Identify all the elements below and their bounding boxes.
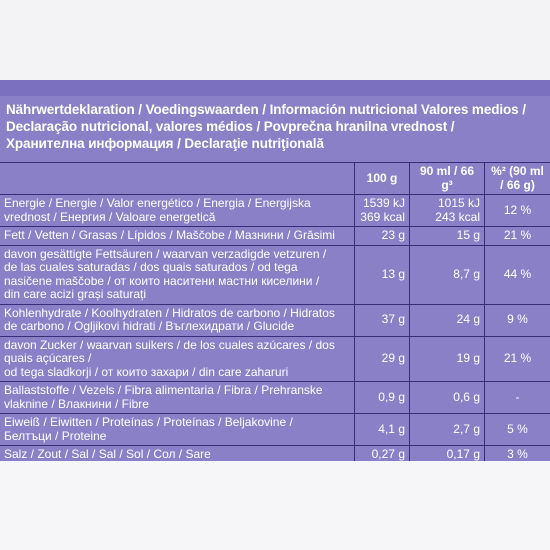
- value-100g-line: 4,1 g: [378, 421, 405, 436]
- value-portion: [410, 227, 485, 246]
- percent-reference-intake: 21 %: [485, 227, 550, 246]
- table-row: [0, 336, 550, 382]
- header-line: Хранителна информация / Declaraţie nutriţională: [6, 136, 324, 151]
- value-100g-line: 29 g: [381, 351, 405, 365]
- nutrient-label-line: Ballaststoffe / Vezels / Fibra alimentaria / Fibra / Prehranske: [4, 383, 323, 397]
- percent-reference-intake: 21 %: [485, 336, 550, 382]
- table-row: [0, 195, 550, 227]
- value-100g: [355, 414, 410, 446]
- value-portion: [410, 304, 485, 336]
- value-portion: [410, 245, 485, 304]
- nutrient-label: [0, 195, 355, 227]
- value-portion: [410, 382, 485, 414]
- nutrient-label-line: Salz / Zout / Sal / Sal / Sol / Сол / Sare: [4, 447, 211, 461]
- value-100g-line: 369 kcal: [360, 209, 405, 224]
- packaging-background: [0, 461, 550, 550]
- table-row: [0, 227, 550, 246]
- nutrient-label-line: nasičene maščobe / от които наситени мастни киселини /: [4, 273, 320, 288]
- packaging-band: [0, 80, 550, 96]
- value-100g-line: 0,9 g: [378, 389, 405, 404]
- header-line: Declaração nutricional, valores médios / Povprečna hranilna vrednost /: [6, 119, 455, 134]
- header-line: Nährwertdeklaration / Voedingswaarden / Información nutricional Valores medios /: [6, 102, 526, 117]
- nutrient-label-line: din care acizi grași saturați: [4, 287, 147, 301]
- nutrition-panel: [0, 96, 550, 461]
- column-header-100g: 100 g: [355, 163, 410, 195]
- value-portion-line: 243 kcal: [435, 209, 480, 224]
- value-portion-line: 1015 kJ: [437, 196, 480, 210]
- value-100g: [355, 382, 410, 414]
- nutrient-label: [0, 414, 355, 446]
- nutrient-label: [0, 336, 355, 382]
- table-row: [0, 304, 550, 336]
- percent-reference-intake: 5 %: [485, 414, 550, 446]
- nutrient-label: [0, 245, 355, 304]
- percent-reference-intake: 12 %: [485, 195, 550, 227]
- nutrient-label-line: Fett / Vetten / Grasas / Lípidos / Maščobe / Мазнини / Grăsimi: [4, 228, 335, 242]
- value-portion: [410, 336, 485, 382]
- value-100g: [355, 336, 410, 382]
- value-portion-line: 15 g: [456, 228, 480, 242]
- value-100g: [355, 227, 410, 246]
- nutrient-label-line: davon Zucker / waarvan suikers / de los cuales azúcares / dos quais açúcares /: [4, 337, 335, 365]
- value-100g-line: 1539 kJ: [362, 196, 405, 210]
- value-100g-line: 0,27 g: [371, 447, 405, 461]
- percent-reference-intake: 3 %: [485, 446, 550, 465]
- nutrient-label-line: de carbono / Ogljikovi hidrati / Въглехидрати / Glucide: [4, 319, 295, 333]
- value-100g: [355, 304, 410, 336]
- nutrient-label-line: od tega sladkorji / от които захари / din care zaharuri: [4, 364, 289, 379]
- table-row: [0, 414, 550, 446]
- label-column-header: [0, 163, 355, 195]
- value-portion-line: 19 g: [456, 351, 480, 365]
- value-100g-line: 23 g: [381, 228, 405, 242]
- value-100g-line: 37 g: [381, 312, 405, 327]
- nutrient-label-line: Белтъци / Proteine: [4, 428, 107, 443]
- value-portion: [410, 414, 485, 446]
- value-portion-line: 0,17 g: [446, 447, 480, 461]
- table-row: [0, 382, 550, 414]
- nutrient-label-line: vlaknine / Влакнини / Fibre: [4, 396, 149, 411]
- nutrient-label: [0, 382, 355, 414]
- nutrient-label-line: davon gesättigte Fettsäuren / waarvan verzadigde vetzuren /: [4, 246, 327, 261]
- column-header-row: [0, 163, 550, 195]
- column-header-portion: 90 ml / 66 g³: [410, 163, 485, 195]
- nutrient-label: [0, 304, 355, 336]
- nutrition-header: [0, 96, 550, 162]
- value-portion: [410, 195, 485, 227]
- nutrient-label-line: vrednost / Енергия / Valoare energetică: [4, 209, 216, 224]
- nutrient-label-line: Energie / Energie / Valor energético / Energia / Energijska: [4, 196, 311, 210]
- nutrient-label-line: de las cuales saturadas / dos quais saturados / od tega: [4, 260, 298, 274]
- nutrient-label: [0, 227, 355, 246]
- nutrition-table: [0, 162, 550, 465]
- value-100g: [355, 195, 410, 227]
- column-header-percent: %² (90 ml / 66 g): [485, 163, 550, 195]
- percent-reference-intake: 44 %: [485, 245, 550, 304]
- value-100g: [355, 245, 410, 304]
- table-row: [0, 245, 550, 304]
- percent-reference-intake: 9 %: [485, 304, 550, 336]
- nutrient-label-line: Eiweiß / Eiwitten / Proteínas / Proteínas / Beljakovine /: [4, 415, 293, 429]
- value-portion-line: 2,7 g: [453, 421, 480, 436]
- value-100g-line: 13 g: [381, 266, 405, 281]
- value-portion-line: 24 g: [456, 312, 480, 327]
- percent-reference-intake: -: [485, 382, 550, 414]
- nutrient-label-line: Kohlenhydrate / Koolhydraten / Hidratos de carbono / Hidratos: [4, 305, 335, 320]
- value-portion-line: 0,6 g: [453, 389, 480, 404]
- value-portion-line: 8,7 g: [453, 266, 480, 281]
